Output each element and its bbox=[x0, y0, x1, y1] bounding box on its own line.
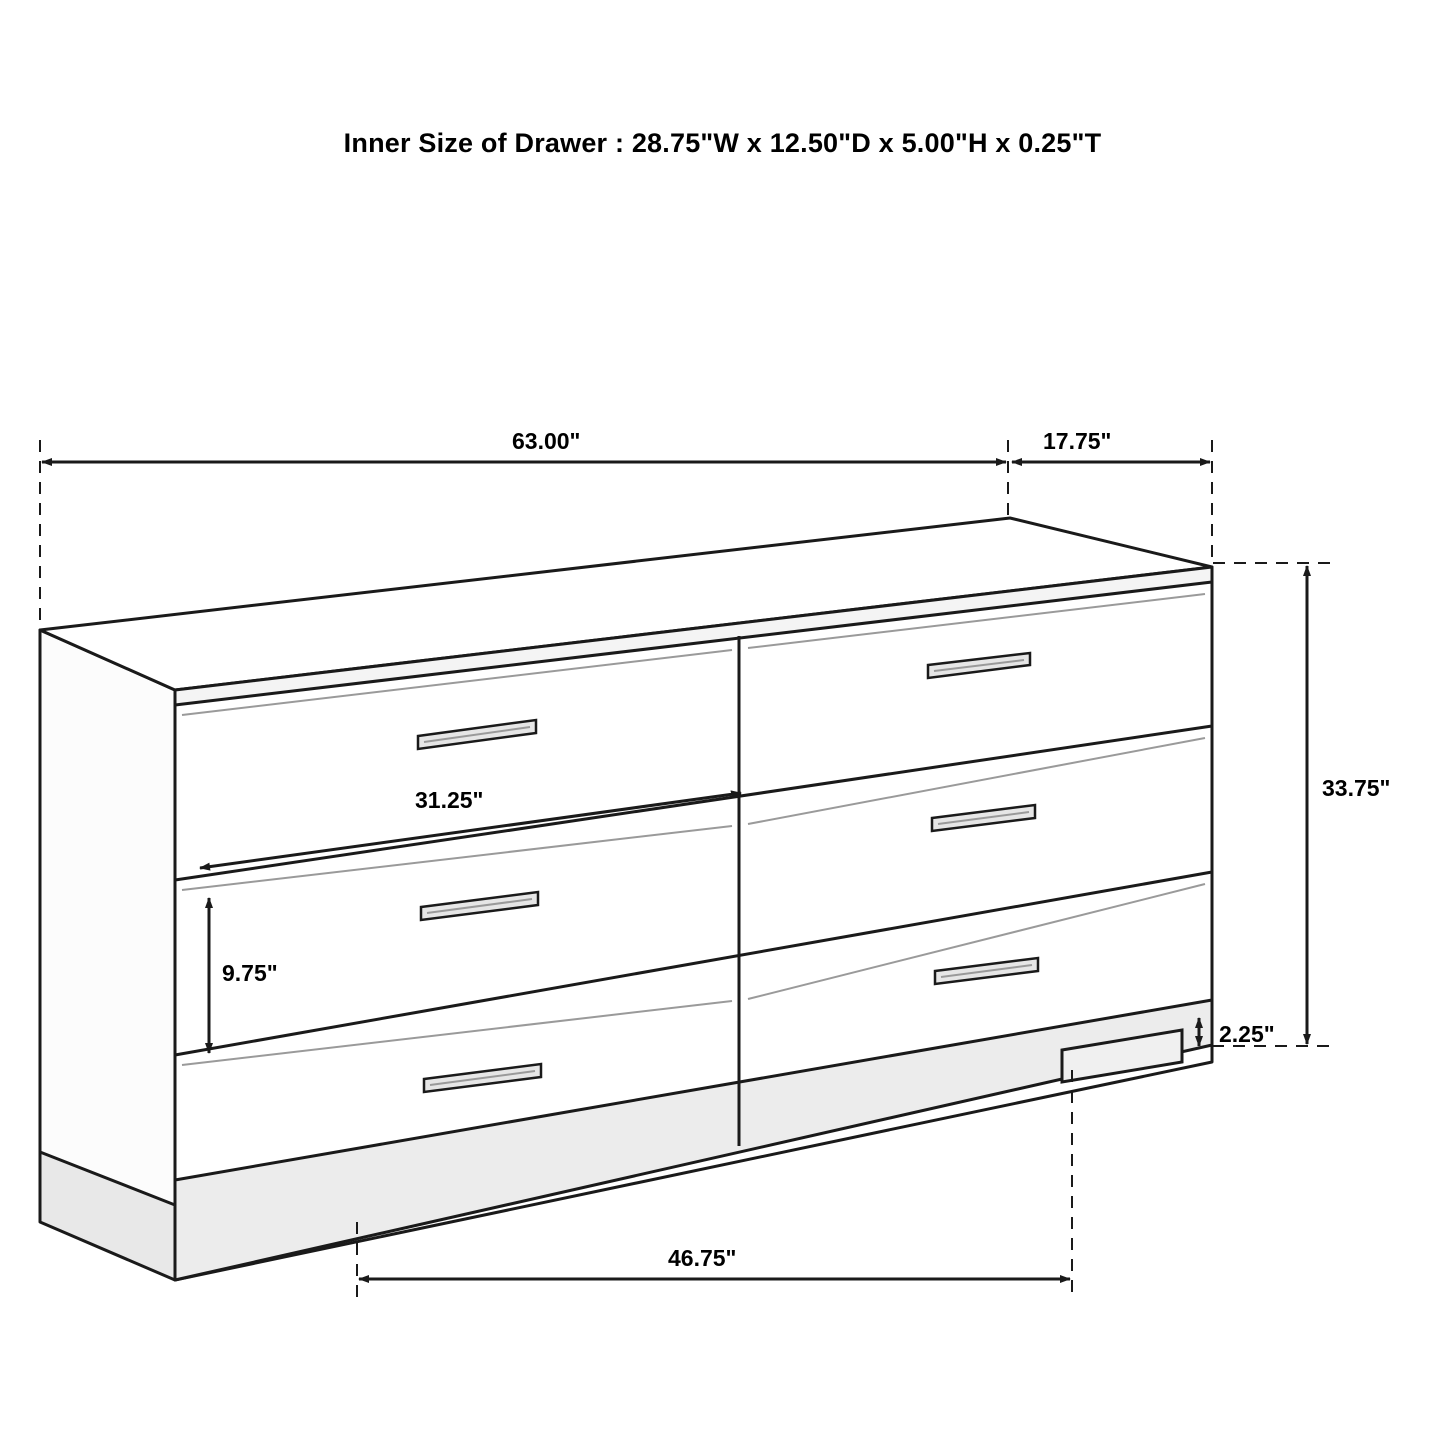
dim-label-width: 63.00" bbox=[512, 428, 581, 454]
dim-label-drawer-height: 9.75" bbox=[222, 960, 278, 986]
dim-label-depth: 17.75" bbox=[1043, 428, 1112, 454]
dim-label-base-width: 46.75" bbox=[668, 1245, 737, 1271]
dim-label-height: 33.75" bbox=[1322, 775, 1391, 801]
dim-label-drawer-width: 31.25" bbox=[415, 787, 484, 813]
dresser-body bbox=[40, 518, 1212, 1280]
page-title: Inner Size of Drawer : 28.75"W x 12.50"D x 5.00"H x 0.25"T bbox=[343, 128, 1102, 158]
dim-label-base-height: 2.25" bbox=[1219, 1021, 1275, 1047]
